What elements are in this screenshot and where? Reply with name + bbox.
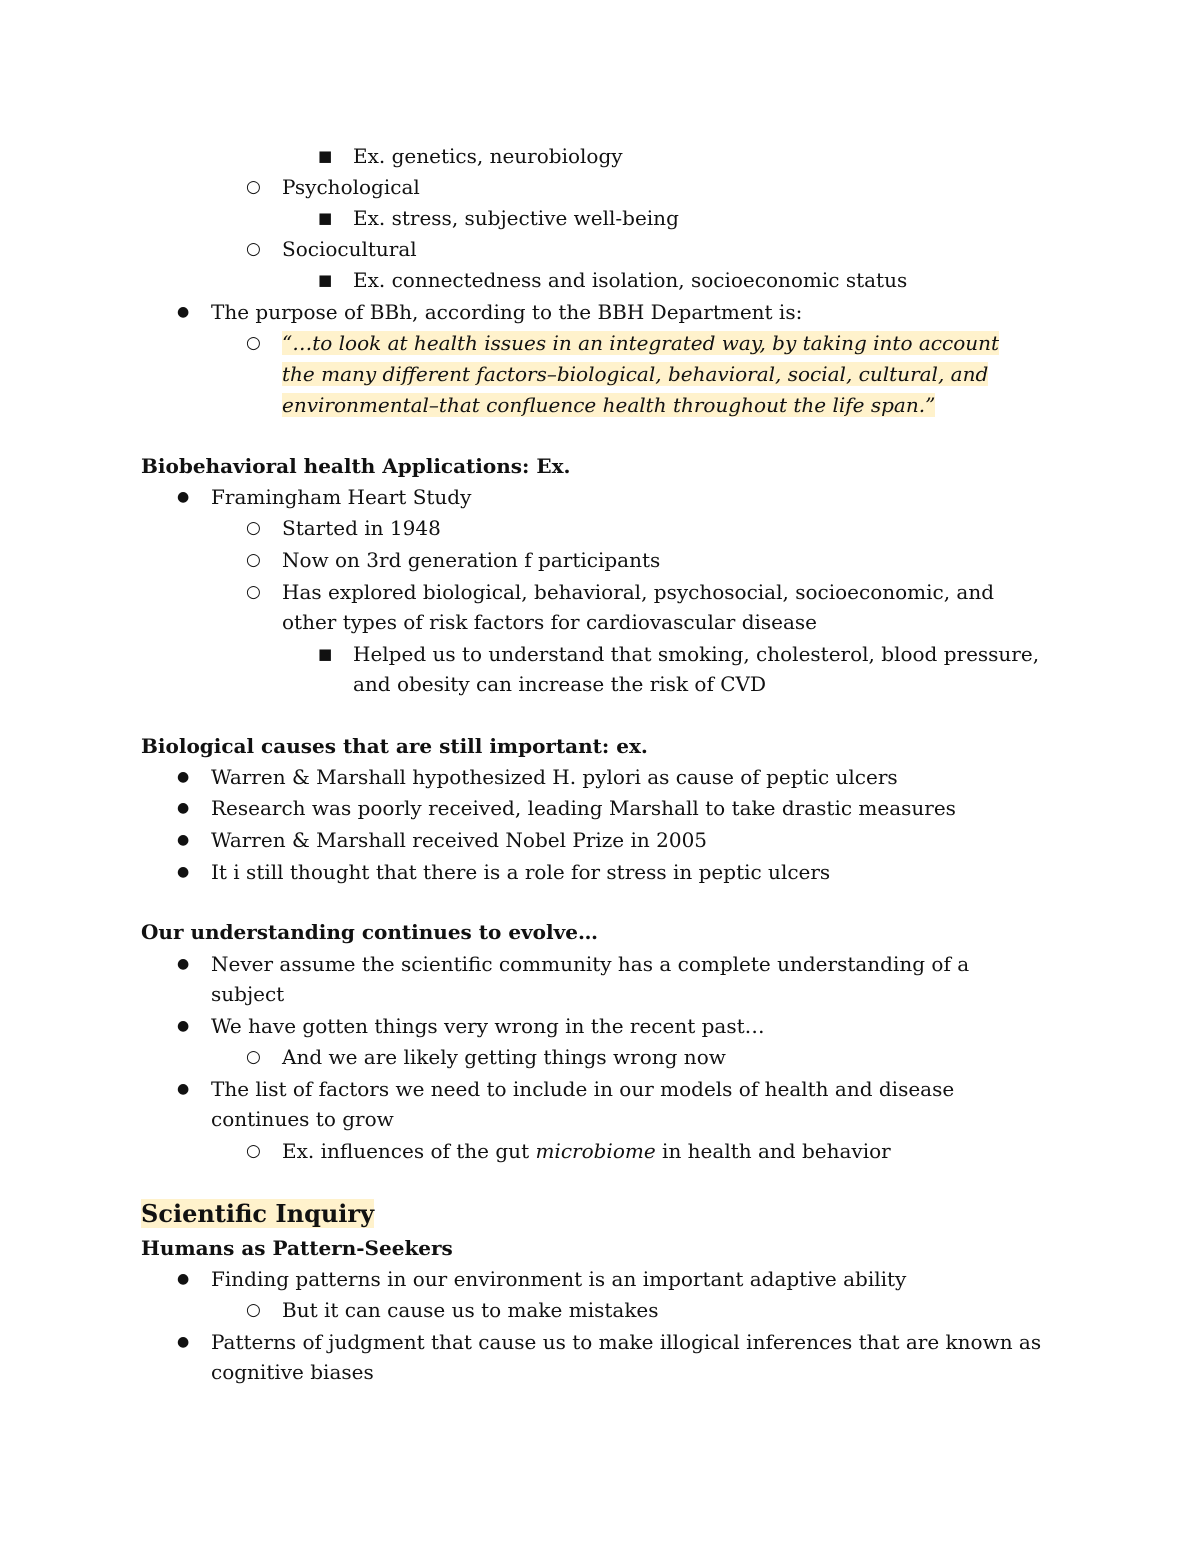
disc-bullet-icon: ● bbox=[177, 304, 190, 320]
disc-bullet-icon: ● bbox=[177, 1334, 190, 1350]
text-line: Sociocultural bbox=[282, 237, 417, 261]
text-line: Finding patterns in our environment is an important adaptive ability bbox=[211, 1267, 907, 1291]
text-line: Now on 3rd generation f participants bbox=[282, 548, 661, 572]
section-heading: Biological causes that are still important: ex. bbox=[141, 734, 648, 758]
quote-line bbox=[282, 359, 988, 389]
text-line: Warren & Marshall received Nobel Prize in 2005 bbox=[211, 828, 708, 852]
disc-bullet-icon: ● bbox=[177, 1081, 190, 1097]
text-line: We have gotten things very wrong in the recent past… bbox=[211, 1014, 765, 1038]
text-line: and obesity can increase the risk of CVD bbox=[353, 672, 767, 696]
text-line: Framingham Heart Study bbox=[211, 485, 472, 509]
circle-bullet-icon: ○ bbox=[246, 1141, 261, 1161]
text-line: subject bbox=[211, 982, 285, 1006]
text-line: Helped us to understand that smoking, cholesterol, blood pressure, bbox=[353, 642, 1040, 666]
text-line: continues to grow bbox=[211, 1107, 394, 1131]
quote-line bbox=[282, 328, 999, 358]
circle-bullet-icon: ○ bbox=[246, 1300, 261, 1320]
highlight: Scientific Inquiry bbox=[141, 1199, 375, 1228]
chapter-heading bbox=[141, 1197, 374, 1231]
text-line: Warren & Marshall hypothesized H. pylori as cause of peptic ulcers bbox=[211, 765, 898, 789]
text-line: But it can cause us to make mistakes bbox=[282, 1298, 659, 1322]
circle-bullet-icon: ○ bbox=[246, 518, 261, 538]
text-line: cognitive biases bbox=[211, 1360, 374, 1384]
circle-bullet-icon: ○ bbox=[246, 177, 261, 197]
text-line: Started in 1948 bbox=[282, 516, 441, 540]
circle-bullet-icon: ○ bbox=[246, 582, 261, 602]
text-fragment: in health and behavior bbox=[655, 1139, 891, 1163]
highlight: “…to look at health issues in an integrated way, by taking into account bbox=[282, 331, 1000, 355]
text-line: Has explored biological, behavioral, psychosocial, socioeconomic, and bbox=[282, 580, 995, 604]
text-line: other types of risk factors for cardiovascular disease bbox=[282, 610, 818, 634]
disc-bullet-icon: ● bbox=[177, 956, 190, 972]
text-line: Ex. stress, subjective well-being bbox=[353, 206, 679, 230]
section-heading: Our understanding continues to evolve… bbox=[141, 920, 598, 944]
square-bullet-icon: ■ bbox=[318, 209, 333, 227]
square-bullet-icon: ■ bbox=[318, 645, 333, 663]
disc-bullet-icon: ● bbox=[177, 864, 190, 880]
text-line: Patterns of judgment that cause us to make illogical inferences that are known as bbox=[211, 1330, 1042, 1354]
text-fragment: Ex. influences of the gut bbox=[282, 1139, 536, 1163]
text-line bbox=[282, 1136, 891, 1166]
text-line: Research was poorly received, leading Marshall to take drastic measures bbox=[211, 796, 956, 820]
square-bullet-icon: ■ bbox=[318, 271, 333, 289]
text-line: Ex. connectedness and isolation, socioeconomic status bbox=[353, 268, 908, 292]
circle-bullet-icon: ○ bbox=[246, 239, 261, 259]
highlight: the many different factors–biological, behavioral, social, cultural, and bbox=[282, 362, 989, 386]
text-line: The purpose of BBh, according to the BBH Department is: bbox=[211, 300, 803, 324]
section-heading: Humans as Pattern-Seekers bbox=[141, 1236, 453, 1260]
disc-bullet-icon: ● bbox=[177, 800, 190, 816]
disc-bullet-icon: ● bbox=[177, 489, 190, 505]
disc-bullet-icon: ● bbox=[177, 1018, 190, 1034]
text-line: It i still thought that there is a role for stress in peptic ulcers bbox=[211, 860, 831, 884]
text-line: Ex. genetics, neurobiology bbox=[353, 144, 623, 168]
text-line: The list of factors we need to include in our models of health and disease bbox=[211, 1077, 955, 1101]
highlight: environmental–that confluence health throughout the life span.” bbox=[282, 393, 936, 417]
quote-line bbox=[282, 390, 935, 420]
text-line: And we are likely getting things wrong now bbox=[282, 1045, 726, 1069]
disc-bullet-icon: ● bbox=[177, 832, 190, 848]
section-heading: Biobehavioral health Applications: Ex. bbox=[141, 454, 571, 478]
disc-bullet-icon: ● bbox=[177, 769, 190, 785]
text-line: Psychological bbox=[282, 175, 420, 199]
circle-bullet-icon: ○ bbox=[246, 1047, 261, 1067]
circle-bullet-icon: ○ bbox=[246, 550, 261, 570]
disc-bullet-icon: ● bbox=[177, 1271, 190, 1287]
square-bullet-icon: ■ bbox=[318, 147, 333, 165]
text-line: Never assume the scientific community has a complete understanding of a bbox=[211, 952, 970, 976]
emphasis: microbiome bbox=[535, 1139, 656, 1163]
circle-bullet-icon: ○ bbox=[246, 333, 261, 353]
